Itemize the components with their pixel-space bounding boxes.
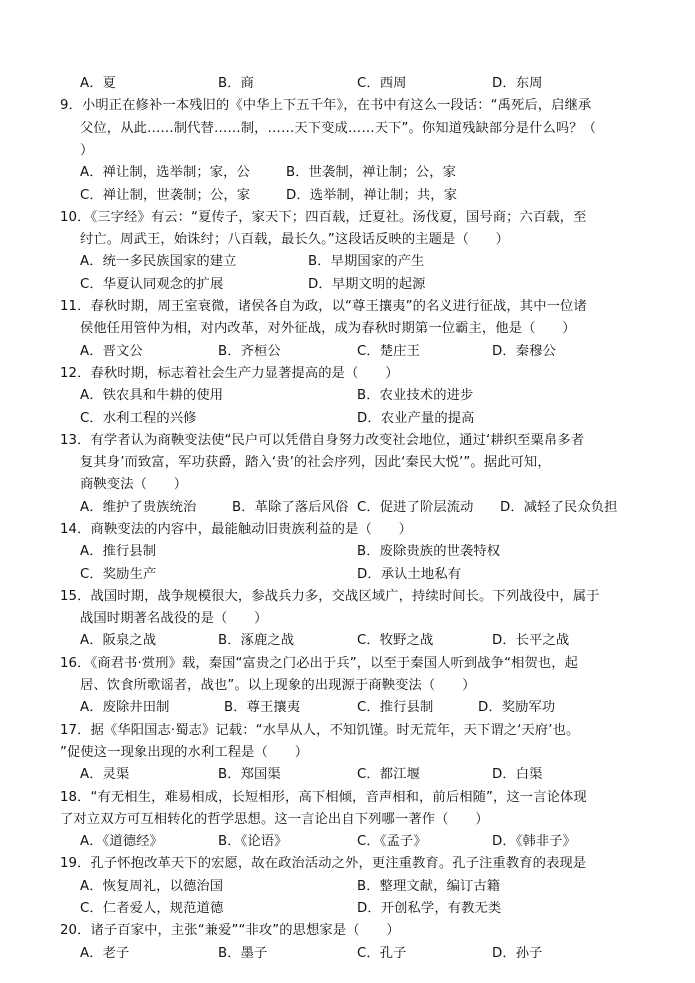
q13-option-d: D．减轻了民众负担 (500, 500, 618, 515)
q15-stem-line-2: 战国时期著名战役的是（ ） (80, 611, 268, 626)
q11-option-a: A．晋文公 (80, 344, 143, 359)
q16-option-b: B．尊王攘夷 (224, 700, 301, 715)
q10-stem-line-1: 10．《三字经》有云：“夏传子，家天下；四百载，迁夏社。汤伐夏，国号商；六百载，至 (60, 210, 587, 225)
q14-option-c: C．奖励生产 (80, 567, 157, 582)
q18-option-c: C．《孟子》 (357, 834, 427, 849)
q19-stem-line-1: 19．孔子怀抱改革天下的宏愿，故在政治活动之外，更注重教育。孔子注重教育的表现是 (60, 856, 587, 871)
q9-option-d: D．选举制，禅让制；共，家 (286, 188, 458, 203)
q17-option-a: A．灵渠 (80, 767, 130, 782)
q9-stem-line-2: 父位，从此……制代替……制，……天下变成……天下”。你知道残缺部分是什么吗？（ (80, 121, 597, 136)
q8-option-c: C．西周 (357, 76, 407, 91)
q19-option-c: C．仁者爱人，规范道德 (80, 901, 224, 916)
q16-stem-line-2: 居、饮食所歌谣者，战也”。以上现象的出现源于商鞅变法（ ） (80, 678, 476, 693)
q15-option-d: D．长平之战 (492, 633, 570, 648)
q9-option-b: B．世袭制，禅让制；公，家 (286, 165, 456, 180)
q13-stem-line-2: 复其身’而致富，军功获爵，踏入‘贵’的社会序列，因此‘秦民大悦’”。据此可知， (80, 455, 551, 470)
q12-option-c: C．水利工程的兴修 (80, 411, 197, 426)
q9-stem-line-3: ） (80, 143, 94, 158)
q12-option-b: B．农业技术的进步 (357, 388, 474, 403)
q11-stem-line-1: 11．春秋时期，周王室衰微，诸侯各自为政，以“尊王攘夷”的名义进行征战，其中一位诸 (60, 299, 587, 314)
q10-option-a: A．统一多民族国家的建立 (80, 254, 237, 269)
q10-option-b: B．早期国家的产生 (308, 254, 425, 269)
q16-stem-line-1: 16．《商君书·赏刑》载，秦国“富贵之门必出于兵”，以至于秦国人听到战争“相贺也，起 (60, 656, 579, 671)
q15-option-c: C．牧野之战 (357, 633, 434, 648)
q20-option-d: D．孙子 (492, 946, 543, 961)
q13-option-a: A．维护了贵族统治 (80, 500, 197, 515)
q15-stem-line-1: 15．战国时期，战争规模很大，参战兵力多，交战区域广，持续时间长。下列战役中，属于 (60, 589, 600, 604)
q19-option-d: D．开创私学，有教无类 (357, 901, 502, 916)
q20-option-c: C．孔子 (357, 946, 407, 961)
q12-option-a: A．铁农具和牛耕的使用 (80, 388, 224, 403)
q16-option-a: A．废除井田制 (80, 700, 170, 715)
q14-stem-line-1: 14．商鞅变法的内容中，最能触动旧贵族利益的是（ ） (60, 522, 413, 537)
q17-option-d: D．白渠 (492, 767, 543, 782)
q15-option-b: B．涿鹿之战 (218, 633, 295, 648)
q16-option-d: D．奖励军功 (478, 700, 556, 715)
q12-stem-line-1: 12．春秋时期，标志着社会生产力显著提高的是（ ） (60, 366, 399, 381)
q17-option-b: B．郑国渠 (218, 767, 281, 782)
q13-stem-line-1: 13．有学者认为商鞅变法使“民户可以凭借自身努力改变社会地位，通过‘耕织至粟帛多者 (60, 433, 585, 448)
q17-stem-line-2: ”促使这一现象出现的水利工程是（ ） (60, 745, 309, 760)
q8-option-d: D．东周 (492, 76, 543, 91)
q19-option-a: A．恢复周礼，以德治国 (80, 879, 224, 894)
q11-option-b: B．齐桓公 (218, 344, 281, 359)
q19-option-b: B．整理文献，编订古籍 (357, 879, 501, 894)
q9-option-c: C．禅让制，世袭制；公，家 (80, 188, 251, 203)
q18-stem-line-1: 18．“有无相生，难易相成，长短相形，高下相倾，音声相和，前后相随”，这一言论体现 (60, 790, 587, 805)
q18-option-a: A．《道德经》 (80, 834, 163, 849)
q14-option-d: D．承认土地私有 (357, 567, 462, 582)
q11-stem-line-2: 侯他任用管仲为相，对内改革，对外征战，成为春秋时期第一位霸主，他是（ ） (80, 321, 576, 336)
q8-option-b: B．商 (218, 76, 255, 91)
q20-option-a: A．老子 (80, 946, 130, 961)
q15-option-a: A．阪泉之战 (80, 633, 157, 648)
q12-option-d: D．农业产量的提高 (357, 411, 475, 426)
q14-option-b: B．废除贵族的世袭特权 (357, 544, 501, 559)
q9-option-a: A．禅让制，选举制；家，公 (80, 165, 250, 180)
q17-option-c: C．都江堰 (357, 767, 420, 782)
q20-stem-line-1: 20．诸子百家中，主张“兼爱”“非攻”的思想家是（ ） (60, 923, 400, 938)
q18-stem-line-2: 了对立双方可互相转化的哲学思想。这一言论出自下列哪一著作（ ） (60, 812, 489, 827)
q17-stem-line-1: 17．据《华阳国志·蜀志》记载：“水旱从人，不知饥馑。时无荒年，天下谓之‘天府’也。 (60, 723, 580, 738)
q13-option-c: C．促进了阶层流动 (357, 500, 474, 515)
q10-stem-line-2: 纣亡。周武王，始诛纣；八百载，最长久。”这段话反映的主题是（ ） (80, 232, 510, 247)
q10-option-c: C．华夏认同观念的扩展 (80, 277, 224, 292)
q14-option-a: A．推行县制 (80, 544, 157, 559)
q8-option-a: A．夏 (80, 76, 116, 91)
q13-option-b: B．革除了落后风俗 (232, 500, 349, 515)
q18-option-b: B．《论语》 (218, 834, 288, 849)
q11-option-d: D．秦穆公 (492, 344, 556, 359)
q13-stem-line-3: 商鞅变法（ ） (80, 477, 188, 492)
q20-option-b: B．墨子 (218, 946, 268, 961)
q11-option-c: C．楚庄王 (357, 344, 420, 359)
q9-stem-line-1: 9．小明正在修补一本残旧的《中华上下五千年》，在书中有这么一段话：“禹死后，启继承 (60, 98, 592, 113)
q16-option-c: C．推行县制 (357, 700, 434, 715)
q10-option-d: D．早期文明的起源 (308, 277, 426, 292)
q18-option-d: D．《韩非子》 (492, 834, 577, 849)
